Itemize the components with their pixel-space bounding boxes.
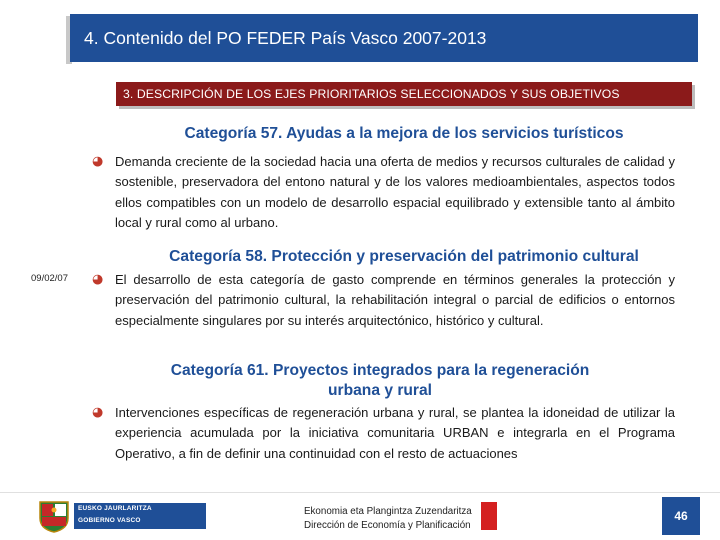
bullet-icon: ◕ [92, 154, 104, 169]
slide-title: 4. Contenido del PO FEDER País Vasco 2007-2013 [70, 14, 698, 62]
category-57-title: Categoría 57. Ayudas a la mejora de los servicios turísticos [184, 125, 624, 142]
bullet-icon: ◕ [92, 405, 104, 420]
category-58-text: El desarrollo de esta categoría de gasto comprende en términos generales la protección y preservación del patrimonio cultural, la rehabilitación integral o parcial de edificios o entornos especialmente singulares por su interés arquitectónico, histórico y cultural. [115, 272, 675, 328]
bullet-icon: ◕ [92, 272, 104, 287]
category-61-text: Intervenciones específicas de regeneración urbana y rural, se plantea la idoneidad de utilizar la experiencia acumulada por la iniciativa comunitaria URBAN e integrarla en el Programa Operativo, a fin de definir una continuidad con el resto de actuaciones [115, 405, 675, 461]
category-61-title-line1: Categoría 61. Proyectos integrados para la regeneración [170, 362, 590, 379]
slide-date: 09/02/07 [31, 273, 68, 284]
category-58-title: Categoría 58. Protección y preservación del patrimonio cultural [169, 248, 639, 265]
logo-text: EUSKO JAURLARITZA GOBIERNO VASCO [74, 503, 206, 529]
page-number: 46 [662, 497, 700, 535]
footer-divider [0, 492, 720, 493]
government-logo [36, 498, 172, 534]
red-accent-block [481, 502, 497, 530]
department-name: Ekonomia eta Plangintza Zuzendaritza Dirección de Economía y Planificación [304, 506, 472, 531]
section-title: 3. DESCRIPCIÓN DE LOS EJES PRIORITARIOS SELECCIONADOS Y SUS OBJETIVOS [116, 82, 692, 106]
coat-of-arms-icon [36, 498, 72, 534]
category-61-title-line2: urbana y rural [328, 382, 432, 399]
category-57-text: Demanda creciente de la sociedad hacia una oferta de medios y recursos culturales de calidad y sostenible, preservadora del entono natural y de los valores medioambientales, aspectos todos ellos compatibles con un modelo de desarrollo espacial equilibrado y extensible tanto al ámbito local y rural como al urbano. [115, 154, 675, 230]
